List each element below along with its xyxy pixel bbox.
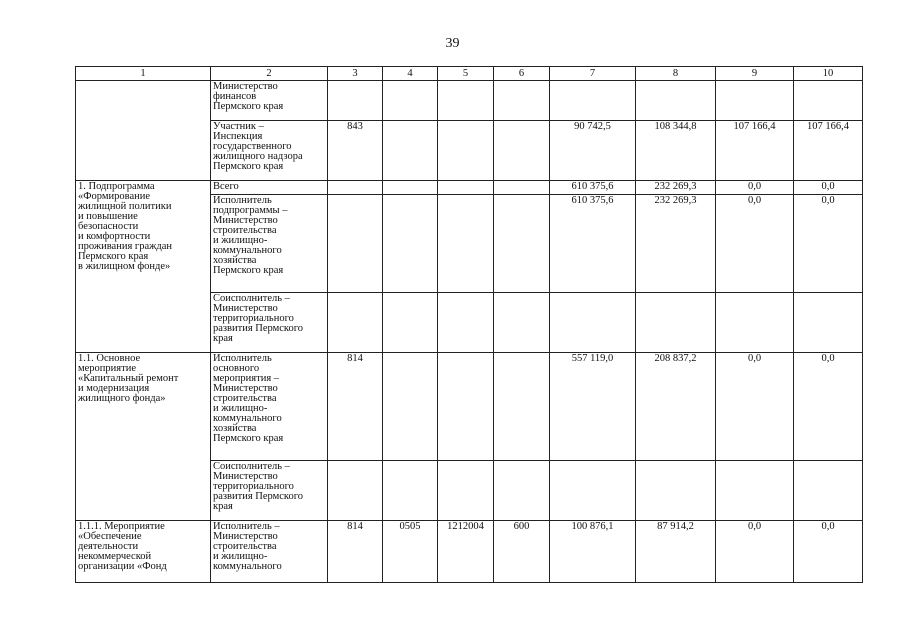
column-header-3: 3 — [328, 67, 383, 81]
target-article-cell — [438, 353, 494, 461]
expense-type-cell — [494, 81, 550, 121]
gadmin-cell: 843 — [328, 121, 383, 181]
value-col7-cell: 90 742,5 — [550, 121, 636, 181]
column-header-10: 10 — [794, 67, 863, 81]
column-header-8: 8 — [636, 67, 716, 81]
value-col9-cell — [716, 293, 794, 353]
expense-type-cell — [494, 353, 550, 461]
gadmin-cell — [328, 195, 383, 293]
section-cell — [383, 293, 438, 353]
program-name-cell: 1. Подпрограмма «Формирование жилищной политики и повышение безопасности и комфортности проживания граждан Пермского края в жилищном фонде» — [76, 181, 211, 353]
value-col8-cell — [636, 81, 716, 121]
value-col10-cell — [794, 461, 863, 521]
responsible-cell: Исполнитель – Министерство строительства и жилищно- коммунального — [211, 521, 328, 583]
program-name-cell: 1.1. Основное мероприятие «Капитальный ремонт и модернизация жилищного фонда» — [76, 353, 211, 521]
section-cell — [383, 195, 438, 293]
value-col10-cell: 0,0 — [794, 181, 863, 195]
column-header-1: 1 — [76, 67, 211, 81]
gadmin-cell — [328, 293, 383, 353]
value-col7-cell — [550, 461, 636, 521]
value-col8-cell: 108 344,8 — [636, 121, 716, 181]
value-col10-cell — [794, 81, 863, 121]
value-col7-cell: 610 375,6 — [550, 181, 636, 195]
value-col7-cell: 557 119,0 — [550, 353, 636, 461]
value-col10-cell: 0,0 — [794, 521, 863, 583]
expense-type-cell — [494, 181, 550, 195]
table-row — [76, 353, 863, 461]
page-number: 39 — [445, 36, 460, 51]
target-article-cell — [438, 181, 494, 195]
responsible-cell: Соисполнитель – Министерство территориального развития Пермского края — [211, 461, 328, 521]
section-cell — [383, 121, 438, 181]
section-cell — [383, 461, 438, 521]
section-cell: 0505 — [383, 521, 438, 583]
value-col9-cell: 107 166,4 — [716, 121, 794, 181]
value-col9-cell — [716, 461, 794, 521]
section-cell — [383, 181, 438, 195]
responsible-cell: Участник – Инспекция государственного жилищного надзора Пермского края — [211, 121, 328, 181]
expense-type-cell: 600 — [494, 521, 550, 583]
value-col10-cell: 0,0 — [794, 353, 863, 461]
target-article-cell — [438, 293, 494, 353]
column-header-7: 7 — [550, 67, 636, 81]
target-article-cell: 1212004 — [438, 521, 494, 583]
value-col9-cell: 0,0 — [716, 181, 794, 195]
responsible-cell: Соисполнитель – Министерство территориального развития Пермского края — [211, 293, 328, 353]
value-col9-cell: 0,0 — [716, 521, 794, 583]
responsible-cell: Министерство финансов Пермского края — [211, 81, 328, 121]
value-col7-cell: 100 876,1 — [550, 521, 636, 583]
responsible-cell: Всего — [211, 181, 328, 195]
expense-type-cell — [494, 195, 550, 293]
value-col7-cell: 610 375,6 — [550, 195, 636, 293]
program-name-cell: 1.1.1. Мероприятие «Обеспечение деятельности некоммерческой организации «Фонд — [76, 521, 211, 583]
value-col8-cell: 232 269,3 — [636, 195, 716, 293]
value-col8-cell — [636, 461, 716, 521]
responsible-cell: Исполнитель подпрограммы – Министерство строительства и жилищно- коммунального хозяйства Пермского края — [211, 195, 328, 293]
value-col9-cell: 0,0 — [716, 195, 794, 293]
column-header-2: 2 — [211, 67, 328, 81]
value-col10-cell: 0,0 — [794, 195, 863, 293]
value-col7-cell — [550, 293, 636, 353]
value-col9-cell — [716, 81, 794, 121]
gadmin-cell — [328, 81, 383, 121]
expense-type-cell — [494, 121, 550, 181]
table-row — [76, 81, 863, 121]
program-name-cell — [76, 81, 211, 181]
section-cell — [383, 353, 438, 461]
table-row — [76, 521, 863, 583]
column-header-5: 5 — [438, 67, 494, 81]
gadmin-cell — [328, 461, 383, 521]
table-row — [76, 181, 863, 195]
gadmin-cell — [328, 181, 383, 195]
column-number-row — [76, 67, 863, 81]
value-col8-cell: 208 837,2 — [636, 353, 716, 461]
section-cell — [383, 81, 438, 121]
gadmin-cell: 814 — [328, 521, 383, 583]
column-header-4: 4 — [383, 67, 438, 81]
target-article-cell — [438, 121, 494, 181]
target-article-cell — [438, 81, 494, 121]
value-col10-cell: 107 166,4 — [794, 121, 863, 181]
gadmin-cell: 814 — [328, 353, 383, 461]
responsible-cell: Исполнитель основного мероприятия – Министерство строительства и жилищно- коммунального хозяйства Пермского края — [211, 353, 328, 461]
value-col9-cell: 0,0 — [716, 353, 794, 461]
column-header-6: 6 — [494, 67, 550, 81]
value-col7-cell — [550, 81, 636, 121]
value-col10-cell — [794, 293, 863, 353]
target-article-cell — [438, 195, 494, 293]
value-col8-cell: 87 914,2 — [636, 521, 716, 583]
budget-table — [75, 66, 863, 583]
expense-type-cell — [494, 461, 550, 521]
column-header-9: 9 — [716, 67, 794, 81]
value-col8-cell — [636, 293, 716, 353]
value-col8-cell: 232 269,3 — [636, 181, 716, 195]
expense-type-cell — [494, 293, 550, 353]
target-article-cell — [438, 461, 494, 521]
